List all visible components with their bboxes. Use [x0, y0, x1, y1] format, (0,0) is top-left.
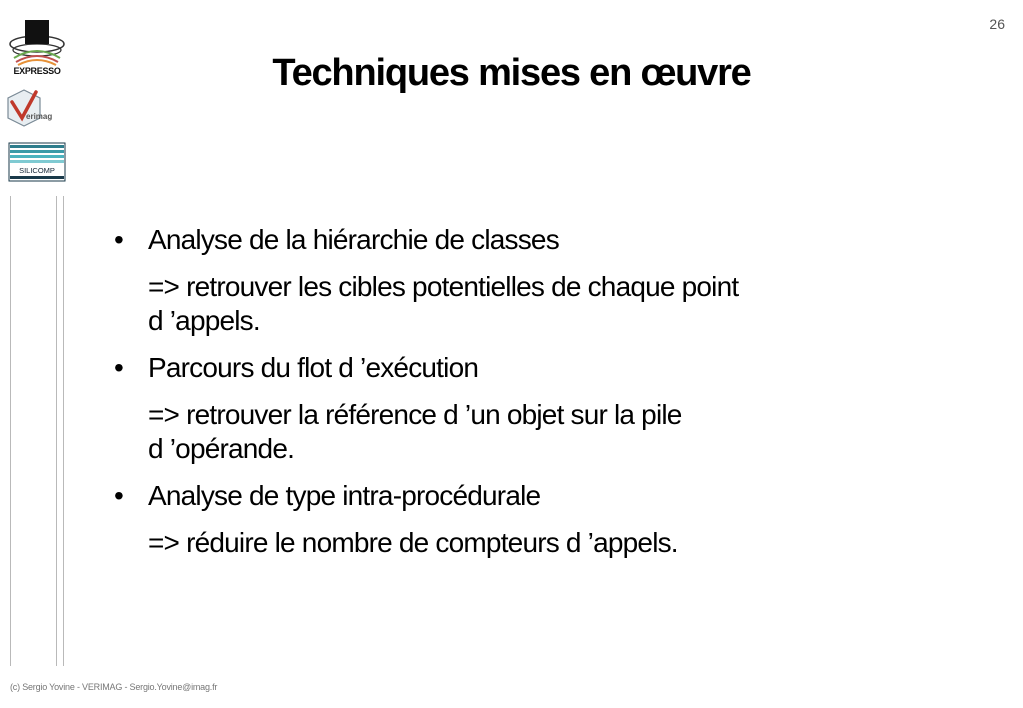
bullet-marker: •	[114, 352, 124, 383]
bullet-detail-2: => retrouver la référence d ’un objet sur la pile d ’opérande.	[148, 399, 682, 464]
bullet-item-1	[110, 222, 870, 258]
silicomp-label: SILICOMP	[10, 166, 64, 175]
bullet-detail-3: => réduire le nombre de compteurs d ’appels.	[148, 527, 678, 558]
bullet-marker: •	[114, 224, 124, 255]
slide-title: Techniques mises en œuvre	[272, 52, 751, 94]
bullet-detail-1: => retrouver les cibles potentielles de chaque point d ’appels.	[148, 271, 739, 336]
bullet-text: Parcours du flot d ’exécution	[148, 352, 479, 383]
page-number: 26	[989, 16, 1005, 32]
middle-vertical-rule	[56, 196, 57, 666]
bullet-item-3	[110, 478, 870, 514]
right-vertical-rule	[63, 196, 64, 666]
bullet-text: Analyse de la hiérarchie de classes	[148, 224, 559, 255]
footer-copyright: (c) Sergio Yovine - VERIMAG - Sergio.Yovine@imag.fr	[10, 682, 218, 692]
bullet-item-2	[110, 350, 870, 386]
bullet-marker: •	[114, 480, 124, 511]
silicomp-emblem-icon	[8, 142, 66, 182]
bullet-list	[110, 222, 870, 572]
left-vertical-rule	[10, 196, 11, 666]
bullet-text: Analyse de type intra-procédurale	[148, 480, 541, 511]
expresso-label: EXPRESSO	[13, 66, 61, 76]
verimag-label: erimag	[26, 112, 53, 121]
silicomp-logo	[8, 142, 66, 182]
